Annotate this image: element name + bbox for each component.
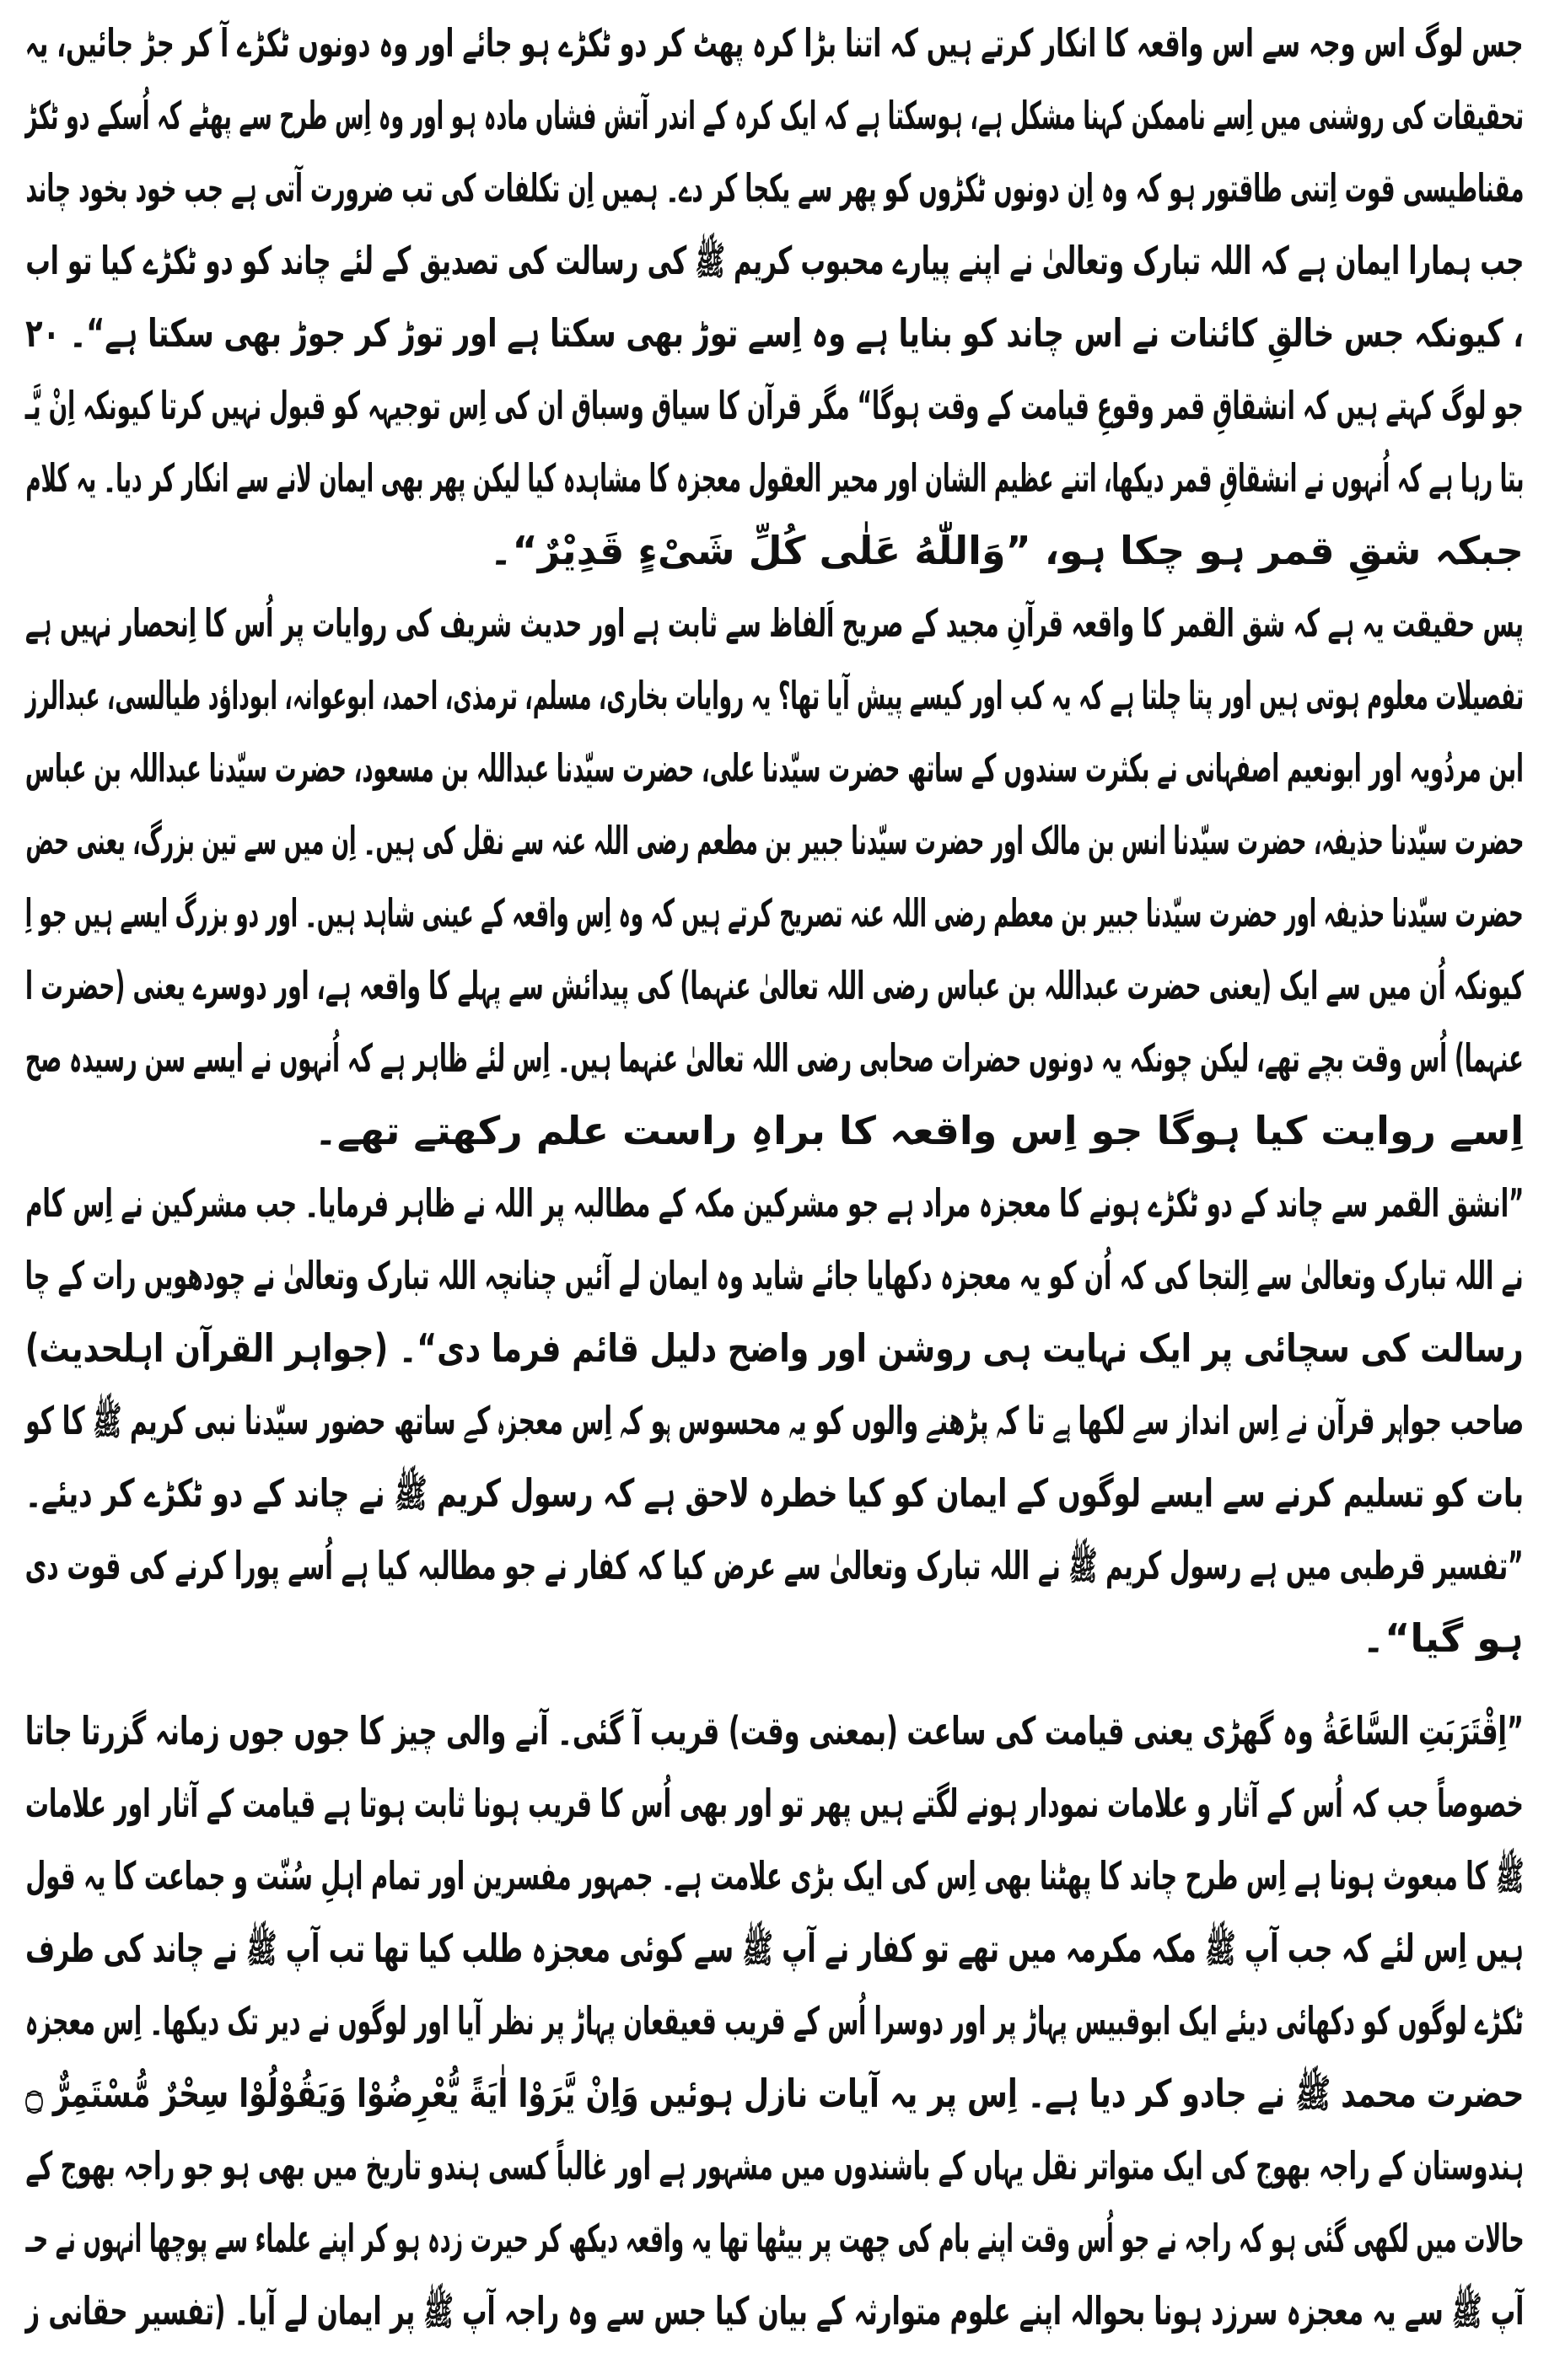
text-line-content: تفصیلات معلوم ہوتی ہیں اور پتا چلتا ہے کہ یہ کب اور کیسے پیش آیا تھا؟ یہ روایات بخاری، مسلم، ترمذی، احمد، ابوعوانہ، ابوداؤد طیالسی، عبدالرز <box>25 673 1524 718</box>
text-line-content: مقناطیسی قوت اِتنی طاقتور ہو کہ وہ اِن دونوں ٹکڑوں کو پھر سے یکجا کر دے۔ ہمیں اِن تکلفات کی تب ضرورت آتی ہے جب خود بخود چاند <box>25 165 1524 211</box>
text-line-content: ، کیونکہ جس خالقِ کائنات نے اس چاند کو بنایا ہے وہ اِسے توڑ بھی سکتا ہے اور توڑ کر جوڑ بھی سکتا ہے“۔ ۲۰ <box>25 310 1524 356</box>
text-line-content: اِسے روایت کیا ہوگا جو اِس واقعہ کا براہِ راست علم رکھتے تھے۔ <box>314 1108 1524 1153</box>
text-line-content: ”تفسیر قرطبی میں ہے رسول کریم ﷺ نے اللہ تبارک وتعالیٰ سے عرض کیا کہ کفار نے جو مطالبہ کیا ہے اُسے پورا کرنے کی قوت دی <box>25 1543 1524 1588</box>
text-line <box>25 587 1524 659</box>
text-line-content: آپ ﷺ سے یہ معجزہ سرزد ہونا بحوالہ اپنے علوم متوارثہ کے بیان کیا جس سے وہ راجہ آپ ﷺ پر ایمان لے آیا۔ (تفسیر حقانی ز <box>25 2288 1524 2334</box>
text-line-content: ابن مردُویہ اور ابونعیم اصفہانی نے بکثرت سندوں کے ساتھ حضرت سیّدنا علی، حضرت سیّدنا عبداللہ بن مسعود، حضرت سیّدنا عبداللہ بن عباس <box>25 745 1524 791</box>
text-line <box>25 1384 1524 1457</box>
text-line <box>25 2202 1524 2275</box>
text-line-content: ٹکڑے لوگوں کو دکھائی دیئے ایک ابوقبیس پہاڑ پر اور دوسرا اُس کے قریب قعیقعان پہاڑ پر نظر آیا اور لوگوں نے دیر تک دیکھا۔ اِس معجزہ <box>25 1998 1524 2044</box>
text-line <box>25 1695 1524 1767</box>
text-line <box>25 442 1524 514</box>
text-line <box>25 2057 1524 2130</box>
text-line-content: تحقیقات کی روشنی میں اِسے ناممکن کہنا مشکل ہے، ہوسکتا ہے کہ ایک کرہ کے اندر آتش فشاں مادہ ہو اور وہ اِس طرح سے پھٹے کہ اُسکے دو ٹکڑ <box>24 93 1524 138</box>
text-line-content: حضرت سیّدنا حذیفہ، حضرت سیّدنا انس بن مالک اور حضرت سیّدنا جبیر بن مطعم رضی اللہ عنہ سے نقل کی ہیں۔ اِن میں سے تین بزرگ، یعنی حض <box>25 818 1524 863</box>
text-line-content: حالات میں لکھی گئی ہو کہ راجہ نے جو اُس وقت اپنے بام کی چھت پر بیٹھا تھا یہ واقعہ دیکھ کر حیرت زدہ ہو کر اپنے علماء سے پوچھا انہوں نے حـ <box>25 2216 1524 2261</box>
text-line-content: ہیں اِس لئے کہ جب آپ ﷺ مکہ مکرمہ میں تھے تو کفار نے آپ ﷺ سے کوئی معجزہ طلب کیا تھا تب آپ ﷺ نے چاند کی طرف <box>25 1926 1524 1971</box>
text-line-content: رسالت کی سچائی پر ایک نہایت ہی روشن اور واضح دلیل قائم فرما دی“۔ (جواہر القرآن اہلحدیث) <box>25 1325 1524 1371</box>
text-line <box>25 1167 1524 1239</box>
text-line <box>25 297 1524 369</box>
text-line-content: ”اِقْتَرَبَتِ السَّاعَةُ وہ گھڑی یعنی قیامت کی ساعت (بمعنی وقت) قریب آ گئی۔ آنے والی چیز کا جوں جوں زمانہ گزرتا جاتا <box>24 1708 1524 1754</box>
text-line-content: بتا رہا ہے کہ اُنہوں نے انشقاقِ قمر دیکھا، اتنے عظیم الشان اور محیر العقول معجزہ کا مشاہدہ کیا لیکن پھر بھی ایمان لانے سے انکار کر دیا۔ یہ کلام <box>25 455 1524 501</box>
text-line-content: جس لوگ اس وجہ سے اس واقعہ کا انکار کرتے ہیں کہ اتنا بڑا کرہ پھٹ کر دو ٹکڑے ہو جائے اور وہ دونوں ٹکڑے آ کر جڑ جائیں، یہ <box>25 20 1524 66</box>
text-line <box>25 1457 1524 1529</box>
document-page <box>25 7 1524 2347</box>
text-line-content: جب ہمارا ایمان ہے کہ اللہ تبارک وتعالیٰ نے اپنے پیارے محبوب کریم ﷺ کی رسالت کی تصدیق کے لئے چاند کو دو ٹکڑے کیا تو اب <box>25 238 1524 283</box>
text-line <box>25 369 1524 442</box>
text-line-content: ﷺ کا مبعوث ہونا ہے اِس طرح چاند کا پھٹنا بھی اِس کی ایک بڑی علامت ہے۔ جمہور مفسرین اور تمام اہلِ سُنّت و جماعت کا یہ قول <box>25 1853 1524 1899</box>
text-line <box>25 7 1524 79</box>
text-line <box>25 1767 1524 1840</box>
text-line <box>25 949 1524 1022</box>
text-line <box>25 804 1524 877</box>
text-line <box>25 1022 1524 1094</box>
text-line-content: ”انشق القمر سے چاند کے دو ٹکڑے ہونے کا معجزہ مراد ہے جو مشرکین مکہ کے مطالبہ پر اللہ نے ظاہر فرمایا۔ جب مشرکین نے اِس کام <box>25 1180 1524 1226</box>
text-line <box>25 1529 1524 1602</box>
text-line-content: خصوصاً جب کہ اُس کے آثار و علامات نمودار ہونے لگتے ہیں پھر تو اور بھی اُس کا قریب ہونا ثابت ہوتا ہے قیامت کے آثار اور علامات <box>25 1781 1524 1826</box>
text-line <box>25 732 1524 804</box>
text-line <box>25 1312 1524 1384</box>
text-line-content: حضرت محمد ﷺ نے جادو کر دیا ہے۔ اِس پر یہ آیات نازل ہوئیں وَاِنْ يَّرَوْا اٰيَةً يُّعْرِضُوْا وَيَقُوْلُوْا سِحْرٌ مُّسْتَمِرٌّ ۝ <box>25 2071 1525 2116</box>
text-line-content: نے اللہ تبارک وتعالیٰ سے اِلتجا کی کہ اُن کو یہ معجزہ دکھایا جائے شاید وہ ایمان لے آئیں چنانچہ اللہ تبارک وتعالیٰ نے چودھویں رات کے چا <box>25 1253 1524 1298</box>
text-line-content: جو لوگ کہتے ہیں کہ انشقاقِ قمر وقوعِ قیامت کے وقت ہوگا“ مگر قرآن کا سیاق وسباق ان کی اِس توجیہہ کو قبول نہیں کرتا کیونکہ اِنْ یَّـ <box>25 383 1524 428</box>
text-line <box>25 1094 1524 1167</box>
text-line <box>25 1840 1524 1912</box>
text-line-content: جبکہ شقِ قمر ہو چکا ہو، ”وَاللّٰهُ عَلٰى كُلِّ شَىْءٍ قَدِيْرٌ“۔ <box>489 528 1524 573</box>
text-line <box>25 1912 1524 1985</box>
text-line-content: بات کو تسلیم کرنے سے ایسے لوگوں کے ایمان کو کیا خطرہ لاحق ہے کہ رسول کریم ﷺ نے چاند کے دو ٹکڑے کر دیئے۔ <box>25 1470 1524 1516</box>
text-line <box>25 1985 1524 2057</box>
text-line-content: صاحب جواہر قرآن نے اِس انداز سے لکھا ہے تا کہ پڑھنے والوں کو یہ محسوس ہو کہ اِس معجزہ کے ساتھ حضور سیّدنا نبی کریم ﷺ کا کو <box>25 1398 1524 1443</box>
text-line <box>25 2130 1524 2202</box>
text-line-content: ہندوستان کے راجہ بھوج کی ایک متواتر نقل یہاں کے باشندوں میں مشہور ہے اور غالباً کسی ہندو تاریخ میں بھی ہو جو راجہ بھوج کے <box>25 2143 1524 2189</box>
text-line <box>25 224 1524 297</box>
text-line-content: ہو گیا“۔ <box>1362 1615 1524 1661</box>
text-line <box>25 79 1524 152</box>
text-line <box>25 1602 1524 1674</box>
text-line-content: کیونکہ اُن میں سے ایک (یعنی حضرت عبداللہ بن عباس رضی اللہ تعالیٰ عنہما) کی پیدائش سے پہلے کا واقعہ ہے، اور دوسرے یعنی (حضرت ا <box>24 963 1524 1008</box>
text-line-content: پس حقیقت یہ ہے کہ شق القمر کا واقعہ قرآنِ مجید کے صریح اَلفاظ سے ثابت ہے اور حدیث شریف کی روایات پر اُس کا اِنحصار نہیں ہے <box>25 600 1524 646</box>
text-line-content: عنہما) اُس وقت بچے تھے، لیکن چونکہ یہ دونوں حضرات صحابی رضی اللہ تعالیٰ عنہما ہیں۔ اِس لئے ظاہر ہے کہ اُنہوں نے ایسے سن رسیدہ صح <box>25 1035 1524 1081</box>
text-line <box>25 1239 1524 1312</box>
text-line <box>25 659 1524 732</box>
text-line <box>25 877 1524 949</box>
text-line <box>25 514 1524 587</box>
text-line <box>25 152 1524 224</box>
text-line-content: حضرت سیّدنا حذیفہ اور حضرت سیّدنا جبیر بن معطم رضی اللہ عنہ تصریح کرتے ہیں کہ وہ اِس واقعہ کے عینی شاہد ہیں۔ اور دو بزرگ ایسے ہیں جو اِ <box>24 890 1524 936</box>
text-line <box>25 2275 1524 2347</box>
